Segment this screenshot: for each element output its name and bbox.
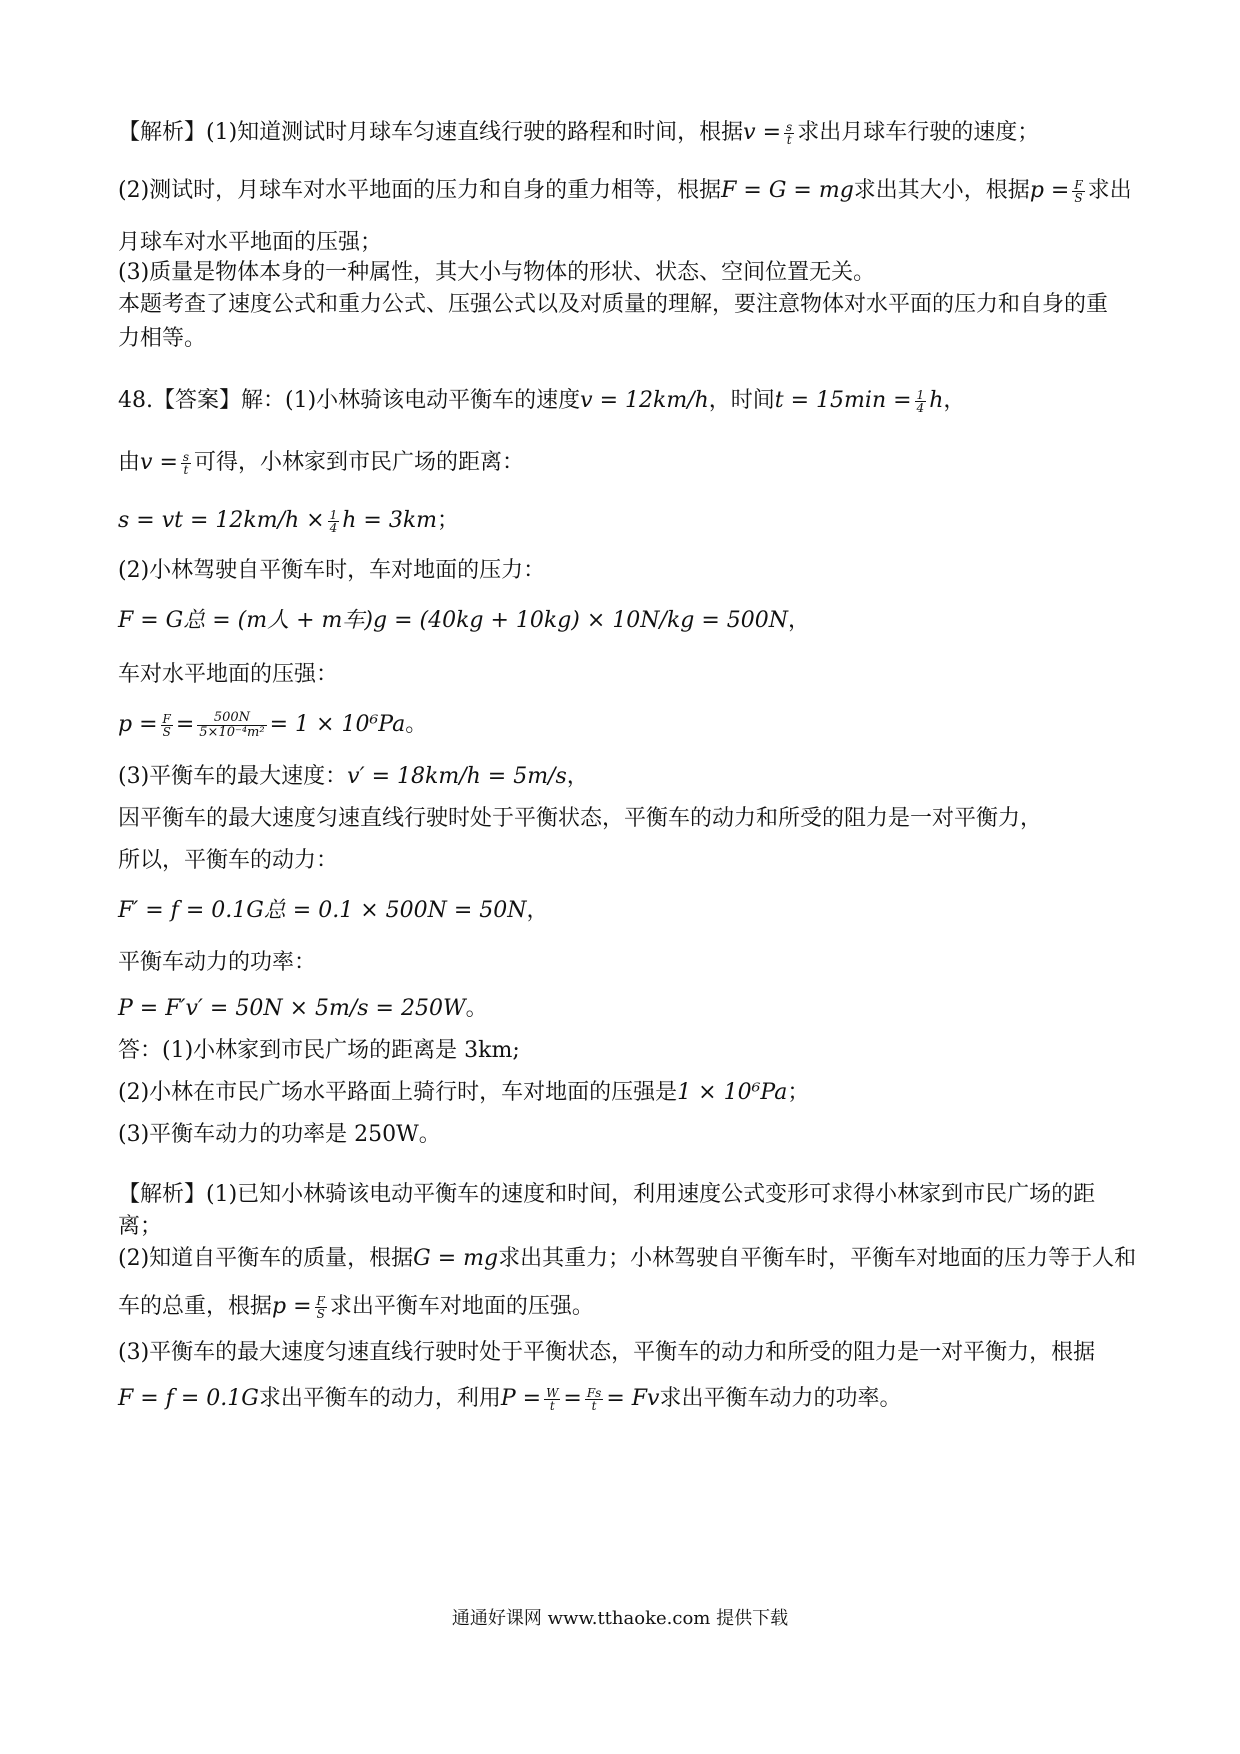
analysis48-line2: 离； [118,1214,163,1239]
answer48-line7: p = $\frac{F}{S}$ = $\frac{500N}{\text{5×10⁻⁴m²}}$ = 1 × 10⁶Pa。 [118,709,428,740]
answer48-line6: 车对水平地面的压强： [118,662,339,687]
fraction-s-over-t: $\frac{s}{t}$ [786,119,793,147]
analysis48-line3: (2)知道自平衡车的质量，根据G = mg求出其重力；小林驾驶自平衡车时，平衡车对地面的压力等于人和 [118,1246,1137,1271]
page-footer: 通通好课网 www.tthaoke.com 提供下载 [451,1608,789,1629]
analysis47-line6: 力相等。 [118,326,207,351]
answer48-line13: P = F′v′ = 50N × 5m/s = 250W。 [118,996,488,1021]
fraction-W-over-t: $\frac{W}{t}$ [546,1385,559,1413]
fraction-F-over-S: $\frac{F}{S}$ [316,1293,325,1321]
answer48-line16: (3)平衡车动力的功率是 250W。 [118,1122,441,1147]
analysis48-line5: (3)平衡车的最大速度匀速直线行驶时处于平衡状态，平衡车的动力和所受的阻力是一对平衡力，根据 [118,1340,1096,1365]
fraction-Fs-over-t: $\frac{Fs}{t}$ [586,1385,602,1413]
fraction-one-quarter: $\frac{1}{4}$ [916,387,925,415]
answer48-line14: 答：(1)小林家到市民广场的距离是 3km; [118,1038,520,1063]
answer48-line4: (2)小林驾驶自平衡车时，车对地面的压力： [118,558,546,583]
analysis47-line2: (2)测试时，月球车对水平地面的压力和自身的重力相等，根据F = G = mg求出其大小，根据p = $\frac{F}{S}$ 求出 [118,177,1132,205]
fraction-s-over-t: $\frac{s}{t}$ [182,449,190,477]
answer48-line8: (3)平衡车的最大速度：v′ = 18km/h = 5m/s， [118,764,589,789]
answer48-line5: F = G总 = (m人 + m车)g = (40kg + 10kg) × 10N/kg = 500N， [118,608,811,633]
answer48-line9: 因平衡车的最大速度匀速直线行驶时处于平衡状态，平衡车的动力和所受的阻力是一对平衡力， [118,806,1043,831]
analysis47-line3: 月球车对水平地面的压强； [118,230,383,255]
answer48-line11: F′ = f = 0.1G总 = 0.1 × 500N = 50N， [118,898,549,923]
analysis48-line1: 【解析】(1)已知小林骑该电动平衡车的速度和时间，利用速度公式变形可求得小林家到市民广场的距 [118,1182,1096,1207]
analysis47-line5: 本题考查了速度公式和重力公式、压强公式以及对质量的理解，要注意物体对水平面的压力和自身的重 [118,292,1109,317]
fraction-F-over-S: $\frac{F}{S}$ [162,711,171,739]
analysis47-line4: (3)质量是物体本身的一种属性，其大小与物体的形状、状态、空间位置无关。 [118,260,876,285]
fraction-F-over-S: $\frac{F}{S}$ [1074,177,1083,205]
analysis47-line1: 【解析】(1)知道测试时月球车匀速直线行驶的路程和时间，根据v = $\frac{s}{t}$ 求出月球车行驶的速度； [118,119,1040,147]
fraction-pressure: $\frac{500N}{\text{5×10⁻⁴m²}}$ [199,709,265,740]
analysis48-line4: 车的总重，根据p = $\frac{F}{S}$ 求出平衡车对地面的压强。 [118,1293,594,1321]
answer48-line3: s = vt = 12km/h × $\frac{1}{4}$ h = 3km； [118,507,460,535]
analysis48-line6: F = f = 0.1G求出平衡车的动力，利用P = $\frac{W}{t}$ = $\frac{Fs}{t}$ = Fv求出平衡车动力的功率。 [118,1385,902,1413]
answer48-line1: 48.【答案】解：(1)小林骑该电动平衡车的速度v = 12km/h，时间t = 15min = $\frac{1}{4}$ h， [118,387,966,415]
answer48-line10: 所以，平衡车的动力： [118,848,339,873]
fraction-one-quarter: $\frac{1}{4}$ [329,507,338,535]
answer48-line12: 平衡车动力的功率： [118,950,317,975]
answer48-line2: 由v = $\frac{s}{t}$ 可得，小林家到市民广场的距离： [118,449,525,477]
answer48-line15: (2)小林在市民广场水平路面上骑行时，车对地面的压强是1 × 10⁶Pa； [118,1080,810,1105]
